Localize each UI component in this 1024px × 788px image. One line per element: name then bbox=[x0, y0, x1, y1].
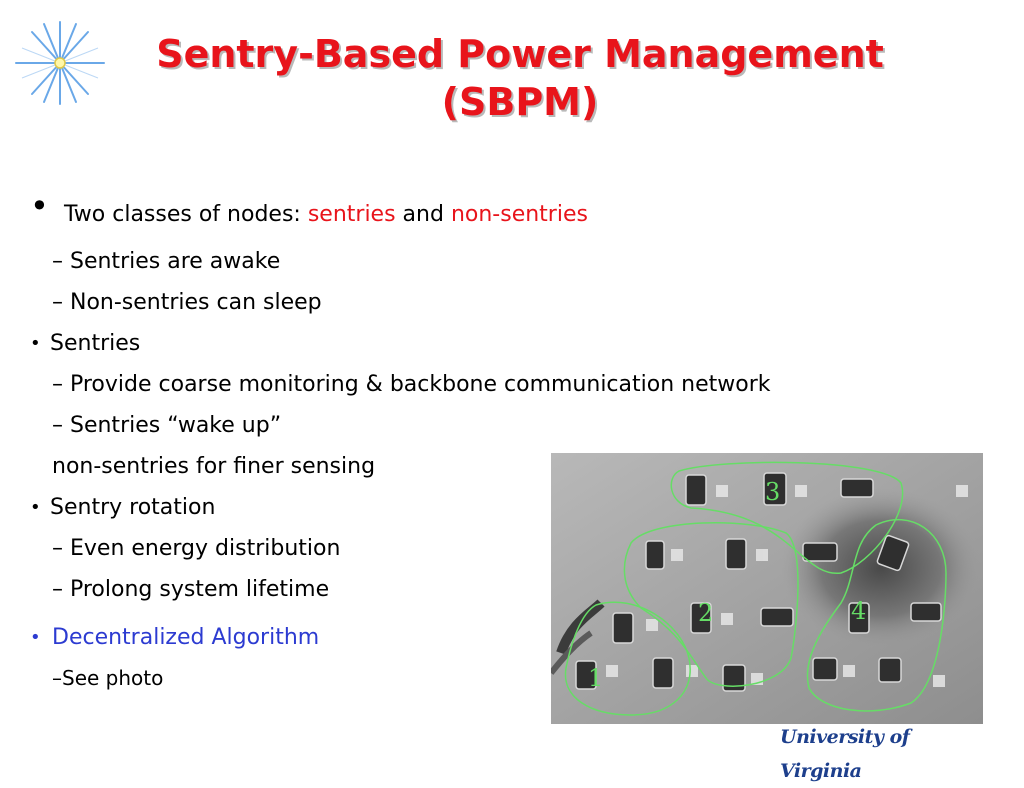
bullet-dot-icon: • bbox=[30, 187, 49, 225]
term-sentries: sentries bbox=[307, 202, 396, 227]
sub-bullet-non-sentries-sleep: – Non-sentries can sleep bbox=[52, 290, 322, 315]
bullet-sentries: Sentries bbox=[50, 331, 141, 356]
star-burst-icon bbox=[14, 20, 106, 106]
sub-bullet-prolong-lifetime: – Prolong system lifetime bbox=[52, 577, 330, 602]
bullet-dot-icon: • bbox=[30, 333, 41, 354]
bullet-sentry-rotation: Sentry rotation bbox=[50, 495, 216, 520]
sub-bullet-wake-up-continuation: non-sentries for finer sensing bbox=[52, 454, 376, 479]
sub-bullet-see-photo: –See photo bbox=[52, 666, 164, 690]
sub-bullet-wake-up: – Sentries “wake up” bbox=[52, 413, 282, 438]
university-logo: University of Virginia bbox=[780, 726, 910, 782]
sub-bullet-even-energy: – Even energy distribution bbox=[52, 536, 341, 561]
sub-bullet-sentries-awake: – Sentries are awake bbox=[52, 249, 281, 274]
region-label-1: 1 bbox=[588, 664, 604, 692]
sensor-network-photo bbox=[551, 453, 983, 724]
bullet-two-classes bbox=[64, 201, 588, 229]
bullet-join-text: and bbox=[395, 202, 451, 227]
slide-title bbox=[110, 30, 930, 126]
region-label-4: 4 bbox=[851, 597, 867, 625]
slide-title-line2: (SBPM) bbox=[441, 80, 599, 124]
sub-bullet-coarse-monitoring: – Provide coarse monitoring & backbone communication network bbox=[52, 372, 771, 397]
bullet-decentralized-algorithm: Decentralized Algorithm bbox=[52, 625, 320, 650]
slide-title-line1: Sentry-Based Power Management bbox=[156, 32, 884, 76]
bullet-dot-icon: • bbox=[30, 627, 41, 648]
region-label-3: 3 bbox=[765, 478, 781, 506]
region-label-2: 2 bbox=[698, 599, 714, 627]
bullet-dot-icon: • bbox=[30, 497, 41, 518]
term-non-sentries: non-sentries bbox=[450, 202, 588, 227]
bullet-text: Two classes of nodes: bbox=[64, 202, 308, 227]
